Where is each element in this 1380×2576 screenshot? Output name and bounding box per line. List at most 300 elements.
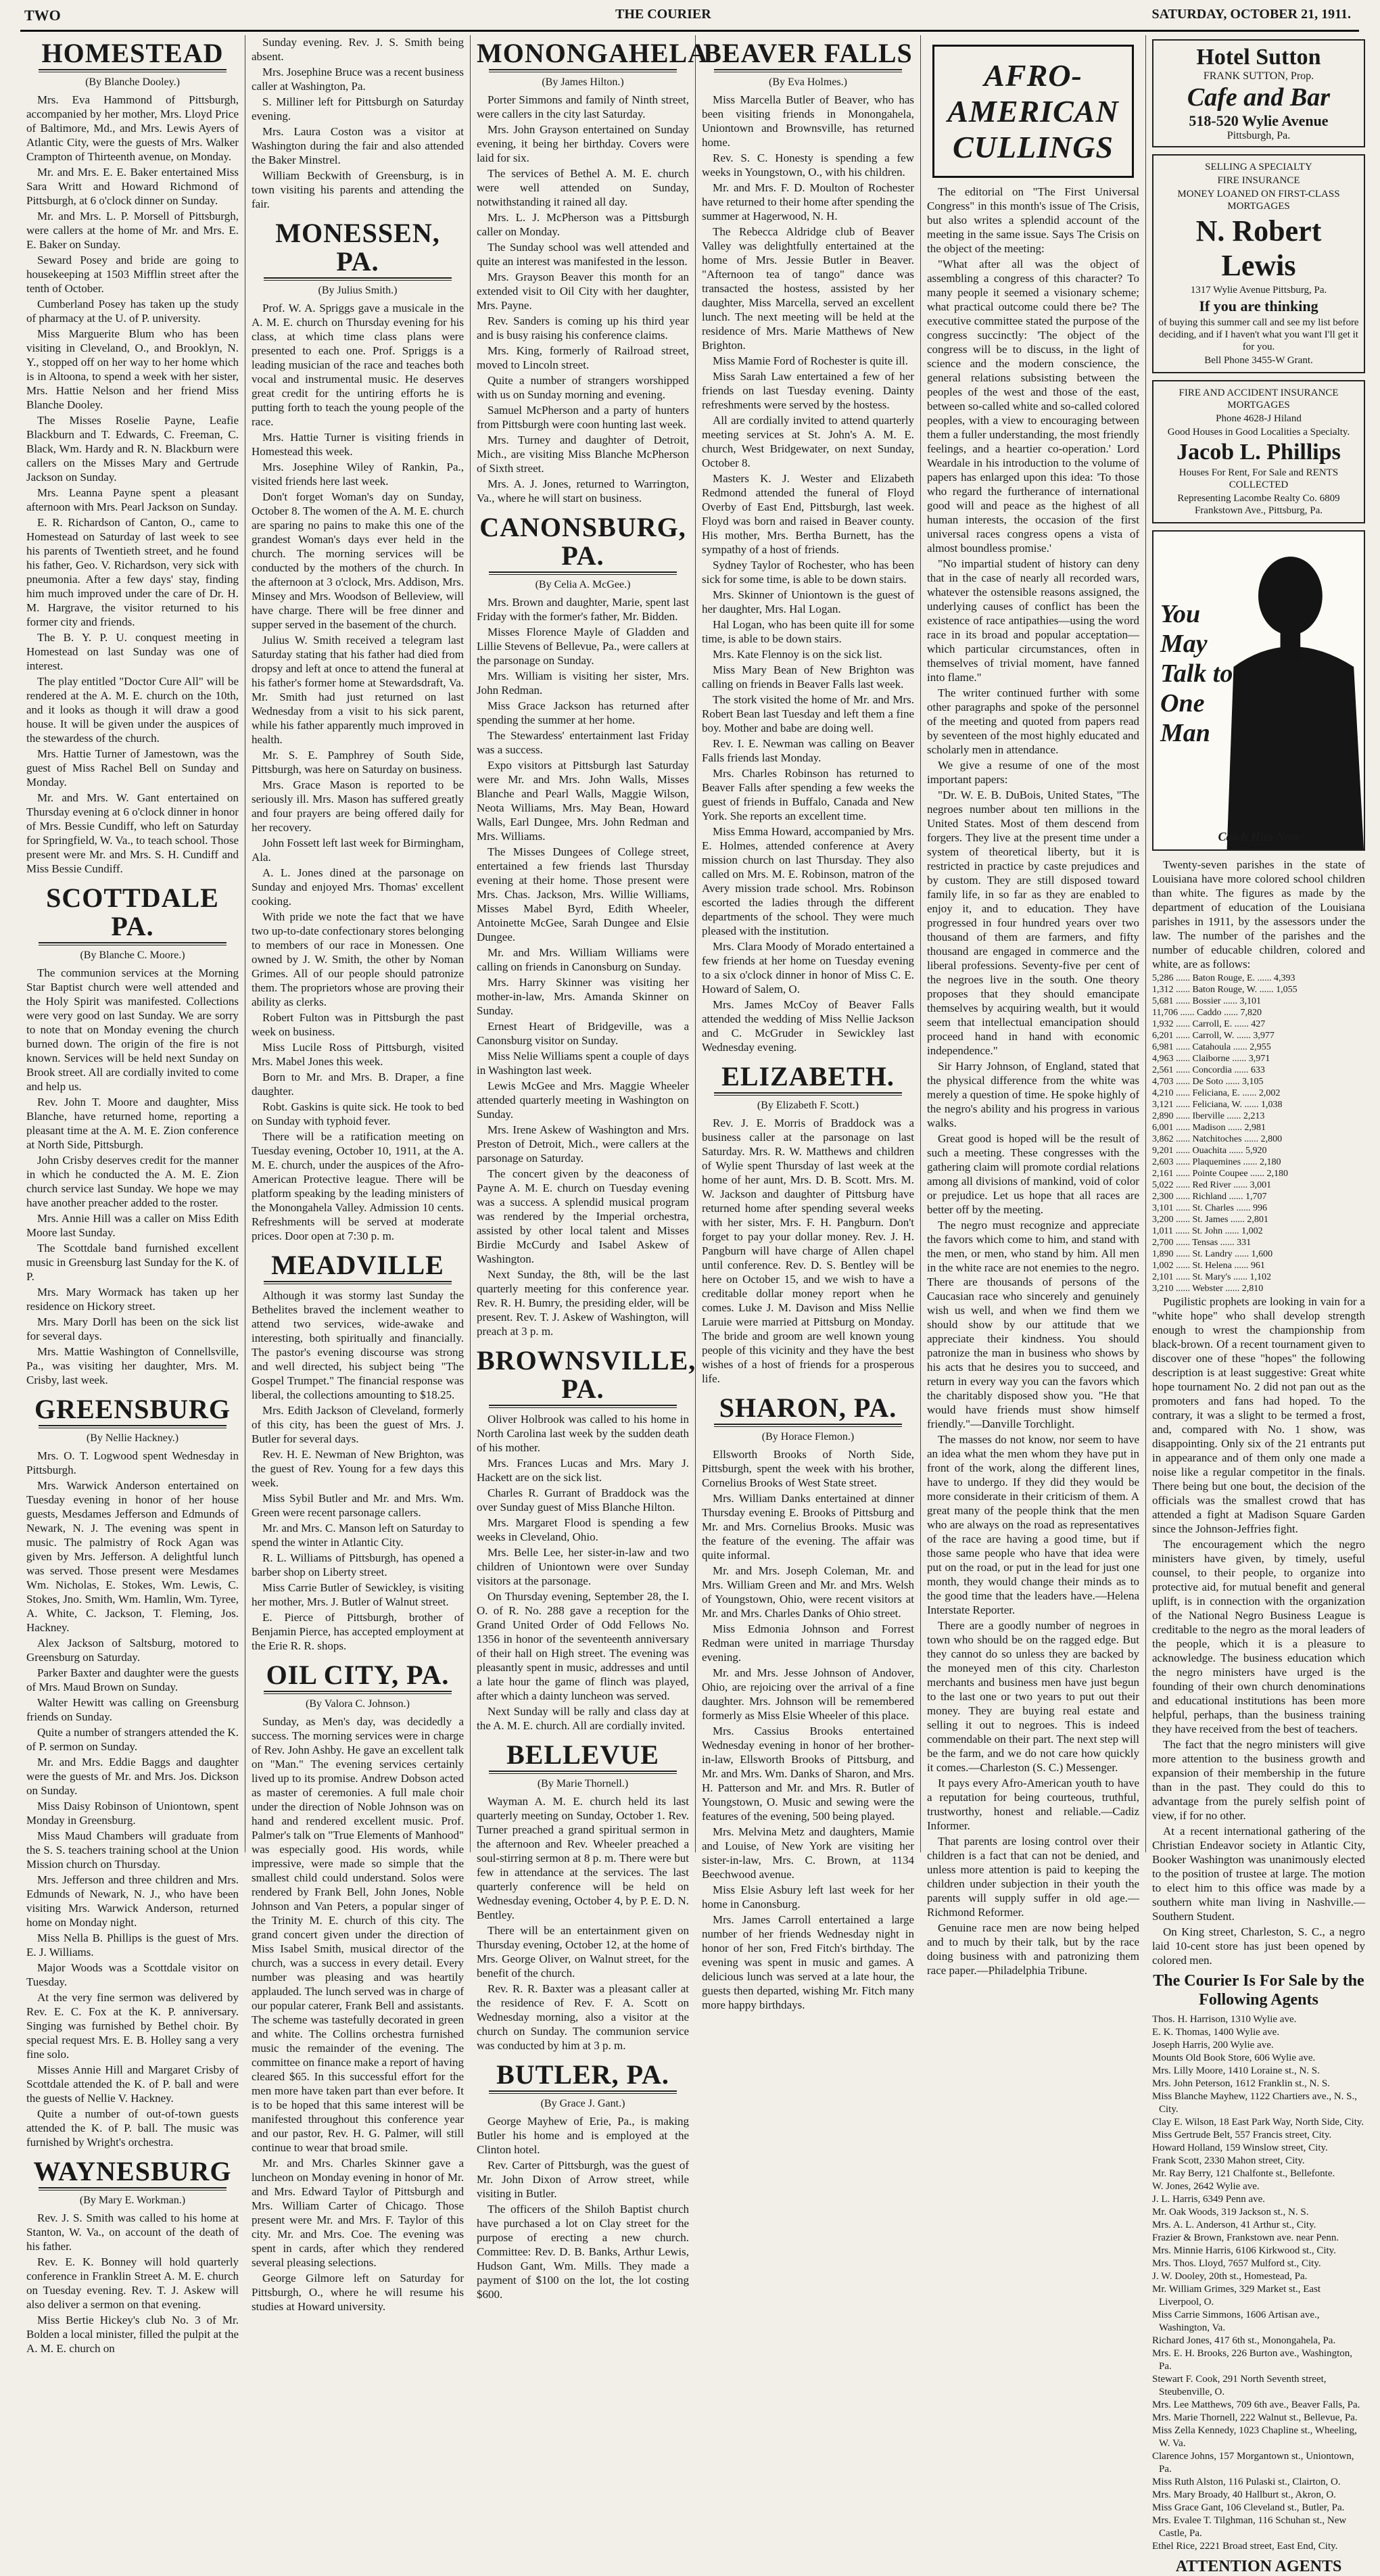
parish-row: 1,890 ...... St. Landry ...... 1,600 — [1152, 1249, 1273, 1259]
photo-ad-caption: Catch Him Now — [1218, 830, 1300, 843]
article-paragraph: Sydney Taylor of Rochester, who has been sick for some time, is able to be down stairs. — [702, 559, 914, 586]
article-headline: OIL CITY, PA. — [266, 1660, 450, 1690]
article-paragraph: All are cordially invited to attend quarterly meeting services at St. John's A. M. E. church, West Bridgewater, on next Sunday, October 8. — [702, 414, 914, 469]
article-headline: WAYNESBURG — [33, 2156, 232, 2186]
article-paragraph: Mrs. William is visiting her sister, Mrs. John Redman. — [477, 670, 689, 697]
lewis-name: N. Robert Lewis — [1195, 214, 1322, 282]
article-paragraph: William Beckwith of Greensburg, is in town visiting his parents and attending the fair. — [252, 169, 464, 210]
article-byline: (By Eva Holmes.) — [769, 76, 847, 88]
article-paragraph: Mrs. Josephine Wiley of Rankin, Pa., visited friends here last week. — [252, 461, 464, 488]
article-paragraph: The concert given by the deaconess of Payne A. M. E. church on Tuesday evening was a success. A splendid musical program was rendered by the Imperial orchestra, assisted by other local talent and Misses Birdie McCurdy and Isabel Askew of Washington. — [477, 1167, 689, 1265]
article-paragraph: Julius W. Smith received a telegram last Saturday stating that his father had died from dropsy and left at once to attend the funeral at his father's former home at Stewardsdraft, Va. Mr. Smith had just returned on last Wednesday from a visit to his sick parent, while his father apparently much improved in health. — [252, 634, 464, 746]
article-paragraph: Robert Fulton was in Pittsburgh the past week on business. — [252, 1011, 464, 1038]
parish-row: 3,200 ...... St. James ...... 2,801 — [1152, 1215, 1268, 1225]
page-masthead — [20, 3, 1359, 32]
article-headline: GREENSBURG — [34, 1394, 231, 1424]
article-paragraph: Mrs. Annie Hill was a caller on Miss Edith Moore last Sunday. — [26, 1212, 239, 1239]
hotel-sutton-ad — [1152, 39, 1365, 147]
article-headline: BELLEVUE — [506, 1739, 659, 1770]
article-paragraph: Ellsworth Brooks of North Side, Pittsburgh, spent the week with his brother, Cornelius Brooks of West State street. — [702, 1448, 914, 1489]
agent-entry: Ethel Rice, 2221 Broad street, East End, City. — [1152, 2541, 1338, 2552]
article-body — [477, 1412, 689, 1733]
article-paragraph: Miss Maud Chambers will graduate from the S. S. teachers training school at the Union Mission church on Thursday. — [26, 1829, 239, 1871]
article-paragraph: Expo visitors at Pittsburgh last Saturday were Mr. and Mrs. John Walls, Misses Blanche and Pearl Walls, Maggie Wilson, Neota Williams, Mrs. May Bean, Howard Walls, Earl Dungee, Mrs. John Redman and Mrs. Williams. — [477, 759, 689, 843]
article-paragraph: S. Milliner left for Pittsburgh on Saturday evening. — [252, 95, 464, 122]
article-byline: (By Grace J. Gant.) — [540, 2098, 625, 2109]
hotel-city: Pittsburgh, Pa. — [1227, 130, 1291, 141]
article-paragraph: Mr. and Mrs. F. D. Moulton of Rochester have returned to their home after spending the summer at Hagerwood, N. H. — [702, 181, 914, 223]
article-paragraph: On Thursday evening, September 28, the I. O. of R. No. 288 gave a reception for the Grand United Order of Odd Fellows No. 1356 in honor of the seventeenth anniversary of their hall on High street. The evening was pleasantly spent in music, addresses and until a late hour the game of flinch was played, after which a dainty luncheon was served. — [477, 1590, 689, 1702]
parish-row: 6,981 ...... Catahoula ...... 2,955 — [1152, 1042, 1271, 1052]
article-paragraph: Mrs. O. T. Logwood spent Wednesday in Pittsburgh. — [26, 1449, 239, 1476]
article — [477, 38, 709, 505]
parish-row: 2,161 ...... Pointe Coupee ...... 2,180 — [1152, 1169, 1289, 1179]
article-paragraph: Mrs. James Carroll entertained a large number of her friends Wednesday night in honor of her son, Fred Fitch's birthday. The evening was spent in music and games. A delicious lunch was served at a late hour, the guests then departed, wishing Mr. Fitch many more happy birthdays. — [702, 1913, 914, 2011]
article-paragraph: Mrs. Kate Flennoy is on the sick list. — [713, 648, 882, 661]
article-paragraph: Mrs. Harry Skinner was visiting her mother-in-law, Mrs. Amanda Skinner on Sunday. — [477, 976, 689, 1017]
article-paragraph: Twenty-seven parishes in the state of Louisiana have more colored school children than white. The figures as made by the department of education of the Louisiana parishes in 1911, by the assessors under the law. The number of the parishes and the number of educable children, colored and white, are as follows: — [1152, 858, 1365, 970]
article-body — [26, 2211, 239, 2356]
article-body — [26, 93, 239, 876]
article — [26, 1395, 239, 2149]
article-headline: BROWNSVILLE, PA. — [477, 1345, 696, 1404]
agent-entry: Mrs. Evalee T. Tilghman, 116 Schuhan st., New Castle, Pa. — [1152, 2515, 1347, 2539]
article-paragraph: Mr. and Mrs. L. P. Morsell of Pittsburgh, were callers at the home of Mr. and Mrs. E. E. Baker on Sunday. — [26, 210, 239, 251]
lewis-body: of buying this summer call and see my list before deciding, and if I haven't what you want I'll get it for you. — [1158, 317, 1359, 352]
page-number: TWO — [24, 7, 61, 24]
article-paragraph: Mrs. Melvina Metz and daughters, Mamie and Louise, of New York are visiting her sister-in-law, Mrs. C. Brown, at 1134 Beechwood avenue. — [702, 1825, 914, 1881]
parish-row: 3,862 ...... Natchitoches ...... 2,800 — [1152, 1134, 1283, 1144]
article — [252, 1251, 464, 1653]
article-paragraph: Miss Marcella Butler of Beaver, who has been visiting friends in Monongahela, Uniontown and Brownsville, has returned home. — [702, 93, 914, 149]
article-paragraph: George Gilmore left on Saturday for Pittsburgh, O., where he will resume his studies at Howard university. — [252, 2272, 464, 2313]
agent-entry: Joseph Harris, 200 Wylie ave. — [1152, 2040, 1274, 2051]
parish-row: 2,890 ...... Iberville ...... 2,213 — [1152, 1111, 1265, 1121]
article-paragraph: Misses Annie Hill and Margaret Crisby of Scottdale attended the K. of P. ball and were the guests of Nellie V. Hackney. — [26, 2063, 239, 2105]
article — [477, 513, 689, 1338]
article-paragraph: George Mayhew of Erie, Pa., is making Butler his home and is employed at the Clinton hotel. — [477, 2115, 689, 2156]
hotel-address: 518-520 Wylie Avenue — [1189, 112, 1329, 129]
article-paragraph: Mr. and Mrs. Eddie Baggs and daughter were the guests of Mr. and Mrs. Jos. Dickson on Sunday. — [26, 1756, 239, 1797]
article-paragraph: Mr. and Mrs. Joseph Coleman, Mr. and Mrs. William Green and Mr. and Mrs. Welsh of Youngstown, Ohio, were recent visitors at Mr. and Mrs. Charles Danks of Ohio street. — [702, 1564, 914, 1620]
parish-row: 2,561 ...... Concordia ...... 633 — [1152, 1065, 1265, 1075]
article-paragraph: Masters K. J. Wester and Elizabeth Redmond attended the funeral of Floyd Overby of East End, Pittsburgh, last week. Floyd was born and raised in Beaver county. His mother, Mrs. Bertha Burnett, has the sympathy of a host of friends. — [702, 472, 914, 556]
article-body — [477, 2114, 689, 2301]
article-paragraph: Mrs. John Grayson entertained on Sunday evening, it being her birthday. Covers were laid for six. — [477, 123, 689, 164]
agent-entry: Mounts Old Book Store, 606 Wylie ave. — [1152, 2053, 1316, 2063]
article — [702, 1394, 914, 2012]
article-paragraph: Mr. and Mrs. W. Gant entertained on Thursday evening at 6 o'clock dinner in honor of Mrs. Bessie Cundiff, who left on Saturday for Springfield, W. Va., to teach school. Those present were Mr. and Mrs. S. H. Cundiff and Miss Bessie Cundiff. — [26, 791, 239, 875]
agent-entry: Clarence Johns, 157 Morgantown st., Uniontown, Pa. — [1152, 2451, 1354, 2475]
article-paragraph: Rev. J. S. Smith was called to his home at Stanton, W. Va., on account of the death of his father. — [26, 2211, 239, 2253]
article-paragraph: Miss Mamie Ford of Rochester is quite ill. — [713, 354, 908, 367]
agent-entry: Mr. Ray Berry, 121 Chalfonte st., Bellefonte. — [1152, 2168, 1335, 2179]
article-paragraph: The play entitled "Doctor Cure All" will be rendered at the A. M. E. church on the 10th, and it looks as though it will draw a good house. It will be given under the auspices of the stewardess of the church. — [26, 675, 239, 745]
article-paragraph: Prof. W. A. Spriggs gave a musicale in the A. M. E. church on Thursday evening for his class, at which time class plans were presented to each one. Prof. Spriggs is a leading musician of the race and teaches both vocal and instrumental music. He deserves great credit for the untiring efforts he is putting forth to teach the young people of the race. — [252, 302, 464, 428]
agent-entry: Miss Grace Gant, 106 Cleveland st., Butler, Pa. — [1152, 2502, 1345, 2513]
article-paragraph: The B. Y. P. U. conquest meeting in Homestead on last Sunday was one of interest. — [26, 631, 239, 672]
lewis-selling: SELLING A SPECIALTY — [1205, 162, 1312, 172]
headline-rule — [264, 1281, 452, 1284]
article-paragraph: Samuel McPherson and a party of hunters from Pittsburgh were coon hunting last week. — [477, 404, 689, 431]
article — [702, 39, 914, 1054]
article-paragraph: Although it was stormy last Sunday the Bethelites braved the inclement weather to attend two services, wide-awake and interesting, both spiritually and financially. The pastor's evening discourse was strong and well directed, his subject being "The Gospel Trumpet." The financial response was liberal, the collections amounting to $18.25. — [252, 1289, 464, 1401]
article-paragraph: Mrs. Margaret Flood is spending a few weeks in Cleveland, Ohio. — [477, 1516, 689, 1543]
article-paragraph: Seward Posey and bride are going to housekeeping at 1503 Mifflin street after the tenth of October. — [26, 254, 239, 295]
headline-rule — [489, 1405, 677, 1408]
article-paragraph: The Stewardess' entertainment last Friday was a success. — [477, 729, 689, 756]
parish-row: 3,210 ...... Webster ...... 2,810 — [1152, 1284, 1264, 1294]
article-paragraph: There will be a ratification meeting on Tuesday evening, October 10, 1911, at the A. M. E. church, under the auspices of the Afro-American Protective league. There will be platform speaking by the leading ministers of the Monongahela Valley. Admission 10 cents. Refreshments will be served at moderate prices. Door open at 7:30 p. m. — [252, 1130, 464, 1242]
issue-date: SATURDAY, OCTOBER 21, 1911. — [1151, 7, 1351, 22]
article-headline: HOMESTEAD — [41, 38, 224, 68]
article-paragraph: The officers of the Shiloh Baptist church have purchased a lot on Clay street for the purpose of erecting a new church. Committee: Rev. D. B. Banks, Arthur Lewis, Hudson Gant, Wm. Mills. They made a payment of $100 on the lot, the lot costing $600. — [477, 2203, 689, 2301]
article — [477, 1345, 696, 1733]
agent-entry: W. Jones, 2642 Wylie ave. — [1152, 2181, 1260, 2192]
article-paragraph: "What after all was the object of assembling a congress of this character? To many people it seemed a visionary scheme; what practical outcome could there be? The executive committee stated the purpose of the congress succinctly: 'The object of the congress will be to discuss, in the light of science and the modern conscience, the general relations subsisting between the peoples of the west and those of the east, between so-called white and so-called colored peoples, with a view to encouraging between them a fuller understanding, the most friendly feelings, and a heartier co-operation.' Lord Weardale in his introduction to the volume of papers has enlarged upon this idea: 'To those who regard the furtherance of international good will and peace as the highest of all human interests, the occasion of the first universal races congress opens a vista of almost boundless promise.' — [927, 258, 1139, 555]
article-paragraph: Mrs. William Danks entertained at dinner Thursday evening E. Brooks of Pittsburg and Mr. and Mrs. Cornelius Brooks. Music was the feature of the evening. The affair was quite informal. — [702, 1492, 914, 1562]
article-body — [1152, 1537, 1365, 1967]
column-2 — [245, 35, 471, 2313]
article-paragraph: The Misses Roselie Payne, Leafie Blackburn and T. Edwards, C. Freeman, C. Black, Wm. Hardy and R. N. Blackburn were callers on the Misses Mary and Gertrude Jackson on Sunday. — [26, 414, 239, 484]
lewis-real-estate-ad — [1152, 154, 1365, 373]
agent-entry: Mrs. E. H. Brooks, 226 Burton ave., Washington, Pa. — [1152, 2348, 1353, 2372]
article-paragraph: Misses Florence Mayle of Gladden and Lillie Stevens of Bellevue, Pa., were callers at the parsonage on Sunday. — [477, 626, 689, 667]
article-byline: (By Mary E. Workman.) — [79, 2195, 186, 2206]
article-paragraph: That parents are losing control over their children is a fact that can not be denied, and unless more attention is paid to keeping the children under subjection in their youth the parents will supply suffer in old age.—Richmond Reformer. — [927, 1835, 1139, 1919]
article-headline: SCOTTDALE PA. — [46, 883, 219, 941]
article-body — [477, 595, 689, 1338]
agent-entry: Mrs. Minnie Harris, 6106 Kirkwood st., City. — [1152, 2245, 1336, 2256]
agent-entry: Mrs. Lilly Moore, 1410 Loraine st., N. S. — [1152, 2065, 1320, 2076]
article-paragraph: A. L. Jones dined at the parsonage on Sunday and enjoyed Mrs. Thomas' excellent cooking. — [252, 866, 464, 908]
article — [477, 1741, 689, 2053]
article-paragraph: John Fossett left last week for Birmingham, Ala. — [252, 837, 464, 864]
article-paragraph: Mrs. Leanna Payne spent a pleasant afternoon with Mrs. Pearl Jackson on Sunday. — [26, 486, 239, 513]
agent-entry: Mrs. Thos. Lloyd, 7657 Mulford st., City. — [1152, 2258, 1321, 2269]
article — [26, 884, 239, 1387]
article-paragraph: The services of Bethel A. M. E. church were well attended on Sunday, notwithstanding it rained all day. — [477, 167, 689, 208]
article-byline: (By Horace Flemon.) — [761, 1431, 855, 1443]
article-paragraph: Miss Bertie Hickey's club No. 3 of Mr. Bolden a local minister, filled the pulpit at the A. M. E. church on — [26, 2314, 239, 2355]
phillips-top: FIRE AND ACCIDENT INSURANCE MORTGAGES — [1179, 388, 1339, 411]
agent-entry: Miss Gertrude Belt, 557 Francis street, City. — [1152, 2130, 1332, 2140]
agent-entry: Stewart F. Cook, 291 North Seventh street, Steubenville, O. — [1152, 2374, 1327, 2397]
article-headline: BUTLER, PA. — [496, 2059, 669, 2090]
article-paragraph: Mrs. Mary Dorll has been on the sick list for several days. — [26, 1315, 239, 1342]
agent-entry: Mrs. Mary Broady, 40 Hallburt st., Akron, O. — [1152, 2489, 1336, 2500]
agent-entry: Frazier & Brown, Frankstown ave. near Penn. — [1152, 2232, 1339, 2243]
article-paragraph: There will be an entertainment given on Thursday evening, October 12, at the home of Mrs. George Oliver, on Walnut street, for the benefit of the church. — [477, 1924, 689, 1980]
article-body — [252, 35, 464, 211]
article-paragraph: Miss Edmonia Johnson and Forrest Redman were united in marriage Thursday evening. — [702, 1622, 914, 1664]
article-paragraph: Miss Elsie Asbury left last week for her home in Canonsburg. — [702, 1883, 914, 1911]
article-body — [702, 1116, 914, 1386]
article-paragraph: Quite a number of out-of-town guests attended the K. of P. ball. The music was furnished by Wright's orchestra. — [26, 2107, 239, 2149]
article-paragraph: Quite a number of strangers worshipped with us on Sunday morning and evening. — [477, 374, 689, 401]
article-paragraph: Major Woods was a Scottdale visitor on Tuesday. — [26, 1961, 239, 1988]
article-paragraph: Mrs. Mary Wormack has taken up her residence on Hickory street. — [26, 1286, 239, 1313]
parish-row: 4,963 ...... Claiborne ...... 3,971 — [1152, 1054, 1270, 1064]
article-paragraph: Porter Simmons and family of Ninth street, were callers in the city last Saturday. — [477, 93, 689, 120]
article-paragraph: R. L. Williams of Pittsburgh, has opened a barber shop on Liberty street. — [252, 1551, 464, 1578]
article-paragraph: Rev. R. R. Baxter was a pleasant caller at the residence of Rev. F. A. Scott on Wednesday morning, also a visitor at the church on Sunday. The communion service was conducted by him at 3 p. m. — [477, 1982, 689, 2052]
article-byline: (By Blanche C. Moore.) — [80, 950, 185, 961]
headline-rule — [489, 1771, 677, 1774]
phillips-representing: Representing Lacombe Realty Co. 6809 Frankstown Ave., Pittsburg, Pa. — [1177, 493, 1340, 516]
parish-row: 2,101 ...... St. Mary's ...... 1,102 — [1152, 1272, 1271, 1282]
article-paragraph: Mrs. Laura Coston was a visitor at Washington during the fair and also attended the Baker Minstrel. — [252, 125, 464, 166]
headline-rule — [39, 2187, 227, 2191]
article-paragraph: Mrs. L. J. McPherson was a Pittsburgh caller on Monday. — [477, 211, 689, 238]
agent-entry: Frank Scott, 2330 Mahon street, City. — [1152, 2155, 1305, 2166]
article-paragraph: Rev. S. C. Honesty is spending a few weeks in Youngstown, O., with his children. — [702, 151, 914, 179]
article-paragraph: The fact that the negro ministers will give more attention to the business growth and expansion of their membership in the future than in the past. They could do this to advantage from the purely selfish point of view, if for no other. — [1152, 1738, 1365, 1822]
article — [26, 39, 239, 876]
parish-school-table — [1152, 973, 1365, 1294]
parish-row: 11,706 ...... Caddo ...... 7,820 — [1152, 1008, 1262, 1018]
article-paragraph: Rev. I. E. Newman was calling on Beaver Falls friends last Monday. — [702, 737, 914, 764]
article-paragraph: Next Sunday, the 8th, will be the last quarterly meeting for this conference year. Rev. R. H. Bumry, the presiding elder, will be present. Rev. T. J. Askew of Washington, will preach at 3 p. m. — [477, 1268, 689, 1338]
article-body — [702, 1447, 914, 2012]
article-paragraph: Mrs. Grayson Beaver this month for an extended visit to Oil City with her daughter, Mrs. Payne. — [477, 271, 689, 312]
agent-entry: Thos. H. Harrison, 1310 Wylie ave. — [1152, 2014, 1297, 2025]
article-paragraph: There are a goodly number of negroes in town who should be on the ragged edge. But they cannot do so unless they are backed by the moneyed men of this city. Charleston merchants and business men have just begun to the last one or two years to put out their money. They are buying real estate and selling it out to negroes. This is indeed commendable on their part. The next step will be the farm, and we do not care how quickly it comes.—Charleston (S. C.) Messenger. — [927, 1619, 1139, 1774]
article-paragraph: Mr. and Mrs. Jesse Johnson of Andover, Ohio, are rejoicing over the arrival of a fine daughter. Mrs. Johnson will be remembered formerly as Miss Elsie Wheeler of this place. — [702, 1666, 914, 1722]
article-paragraph: Rev. Sanders is coming up his third year and is busy raising his conference claims. — [477, 314, 689, 342]
headline-rule — [264, 1691, 452, 1694]
phillips-ad — [1152, 380, 1365, 523]
hotel-name: Hotel Sutton — [1196, 45, 1321, 70]
article-paragraph: The encouragement which the negro ministers have given, by timely, useful counsel, to their people, to organize into protective aid, for mutual benefit and general uplift, is in connection with the organization of the National Negro Business League is creditable to the negro as the moral leaders of the people, which it is a pleasure to acknowledge. The business education which the negro ministers have urged is the founding of their own church denominations and educational institutions has been more helpful, perhaps, than the business training they have received from the best of teachers. — [1152, 1538, 1365, 1735]
parish-row: 4,210 ...... Feliciana, E. ...... 2,002 — [1152, 1088, 1281, 1098]
article-paragraph: Cumberland Posey has taken up the study of pharmacy at the U. of P. university. — [26, 298, 239, 325]
article-paragraph: Mrs. Hattie Turner of Jamestown, was the guest of Miss Rachel Bell on Sunday and Monday. — [26, 747, 239, 789]
headline-rule — [714, 1092, 902, 1096]
parish-row: 4,703 ...... De Soto ...... 3,105 — [1152, 1077, 1264, 1087]
article-paragraph: Sunday, as Men's day, was decidedly a success. The morning services were in charge of Rev. John Ashby. He gave an excellent talk on "Man." The evening services certainly lived up to its promise. Andrew Dobson acted as master of ceremonies. A full male choir under the direction of Noble Johnson was on hand and rendered excellent music. Prof. Palmer's talk on "True Elements of Manhood" was especially good. His words, while impressive, were made so simple that the smallest child could understand. Solos were rendered by Frank Bell, John Jones, Noble Johnson and Van Peters, a popular singer of the Trinity M. E. church of this city. The grand concert given under the direction of Miss Isabel Smith, musical director of the church, was a success in every detail. Every number was pleasing and was heartily applauded. The lunch served was in charge of our popular caterer, Frank Bell and assistants. The scheme was tastefully decorated in green and white. The Collins orchestra furnished music the remainder of the evening. The committee on finance make a report of having cleared $65. In this successful effort for the men more have taken part than ever before. It is to be hoped that this same interest will be manifested throughout this conference year and our pastor, Rev. H. G. Palmer, will still continue to wear that broad smile. — [252, 1715, 464, 2154]
article-paragraph: Miss Carrie Butler of Sewickley, is visiting her mother, Mrs. J. Butler of Walnut street. — [252, 1581, 464, 1608]
article-paragraph: Robt. Gaskins is quite sick. He took to bed on Sunday with typhoid fever. — [252, 1100, 464, 1127]
article-paragraph: Don't forget Woman's day on Sunday, October 8. The women of the A. M. E. church are sparing no pains to make this one of the grandest Woman's days ever held in the church. The morning services will be conducted by the mothers of the church. In the afternoon at 3 o'clock, Mrs. Addison, Mrs. Minsey and Mrs. Woodson of Belleview, will have charge. There will be free dinner and supper served in the basement of the church. — [252, 490, 464, 631]
article-paragraph: Rev. H. E. Newman of New Brighton, was the guest of Rev. Young for a few days this week. — [252, 1448, 464, 1489]
article-body — [477, 1794, 689, 2053]
article-byline: (By Blanche Dooley.) — [85, 76, 180, 88]
lewis-address: 1317 Wylie Avenue Pittsburg, Pa. — [1190, 285, 1327, 296]
article-byline: (By Julius Smith.) — [318, 285, 398, 296]
headline-rule — [714, 69, 902, 72]
article-byline: (By Marie Thornell.) — [537, 1778, 629, 1789]
parish-row: 6,201 ...... Carroll, W. ...... 3,977 — [1152, 1031, 1275, 1041]
article-paragraph: At the very fine sermon was delivered by Rev. E. C. Fox at the K. P. anniversary. Singing was furnished by Bethel choir. By special request Mrs. E. B. Holley sang a very fine solo. — [26, 1991, 239, 2061]
article — [26, 2157, 239, 2356]
article — [252, 35, 464, 211]
agent-entry: Richard Jones, 417 6th st., Monongahela, Pa. — [1152, 2335, 1336, 2346]
article-paragraph: We give a resume of one of the most important papers: — [927, 759, 1139, 786]
article-paragraph: Miss Emma Howard, accompanied by Mrs. E. Holmes, attended conference at Avery mission church on last Thursday. They also called on Mrs. M. E. Robinson, matron of the Avery mission trade school. Mrs. Robinson escorted the ladies through the different departments of the school. They were much pleased with the institution. — [702, 825, 914, 937]
article-paragraph: Mrs. Irene Askew of Washington and Mrs. Preston of Detroit, Mich., were callers at the parsonage on Saturday. — [477, 1123, 689, 1165]
article-paragraph: Rev. J. E. Morris of Braddock was a business caller at the parsonage on last Saturday. Mrs. R. W. Matthews and children of Wylie spent Thursday of last week at the home of her aunt, Mrs. D. B. Scott. Mrs. M. W. Jackson and daughter of Pittsburg have returned home after spending several weeks with her sister, Mrs. F. H. Pangburn. Don't forget to pay your dollar money. Rev. J. H. Pangburn will have charge of Allen chapel until conference. Rev. D. S. Bentley will be here on October 15, and we wish to have a creditable dollar money report when he comes. Luke J. M. Davison and Miss Nellie Laruie were married at Pittsburg on Monday. The bride and groom are well known young people of this vicinity and they have the best wishes of a host of friends for a prosperous life. — [702, 1117, 914, 1385]
article-paragraph: The masses do not know, nor seem to have an idea what the men whom they have put in front of the work, along the different lines, have to undergo. If they did they would be more considerate in their criticism of them. A great many of the people think that the men who are always on the road as representatives of the race are having a good time, but if those same people who have that idea were put on the road, or put in the lead for just one month, they would change their minds as to the good time that the leaders have.—Helena Interstate Reporter. — [927, 1433, 1139, 1616]
column-1 — [20, 35, 245, 2355]
article-paragraph: The writer continued further with some other paragraphs and spoke of the personnel of the meeting and quoted from papers read by seventeen of the most highly educated and scholarly men in attendance. — [927, 686, 1139, 756]
hotel-cafe-bar: Cafe and Bar — [1187, 83, 1331, 112]
agent-entry: Miss Zella Kennedy, 1023 Chapline st., Wheeling, W. Va. — [1152, 2425, 1357, 2449]
photo-ad-tagline: You May Talk to One Man — [1160, 600, 1233, 747]
article-headline: BEAVER FALLS — [703, 38, 913, 68]
article-paragraph: Parker Baxter and daughter were the guests of Mrs. Maud Brown on Sunday. — [26, 1666, 239, 1693]
article-paragraph: Charles R. Gurrant of Braddock was the over Sunday guest of Miss Blanche Hilton. — [477, 1486, 689, 1514]
headline-rule — [39, 942, 227, 945]
article-paragraph: Genuine race men are now being helped and to much by their talk, but by the race doing business with and patronizing them race paper.—Philadelphia Tribune. — [927, 1921, 1139, 1977]
article-paragraph: Mrs. James McCoy of Beaver Falls attended the wedding of Miss Nellie Jackson and C. McGruder in Sewickley last Wednesday evening. — [702, 998, 914, 1054]
headline-rule — [714, 1424, 902, 1427]
article-paragraph: Alex Jackson of Saltsburg, motored to Greensburg on Saturday. — [26, 1637, 239, 1664]
headline-rule — [489, 69, 677, 72]
article-paragraph: Rev. Carter of Pittsburgh, was the guest of Mr. John Dixon of Arrow street, while visiting in Butler. — [477, 2159, 689, 2200]
parish-row: 3,121 ...... Feliciana, W. ...... 1,038 — [1152, 1100, 1283, 1110]
article-paragraph: Miss Mary Bean of New Brighton was calling on friends in Beaver Falls last week. — [702, 663, 914, 690]
article-paragraph: Miss Sarah Law entertained a few of her friends on last Tuesday evening. Dainty refreshments were served by the hostess. — [702, 370, 914, 411]
article-paragraph: Mrs. Mattie Washington of Connellsville, Pa., was visiting her daughter, Mrs. M. Crisby, last week. — [26, 1345, 239, 1386]
article-byline: (By Valora C. Johnson.) — [306, 1698, 410, 1710]
article-paragraph: Mrs. King, formerly of Railroad street, moved to Lincoln street. — [477, 344, 689, 371]
article-paragraph: It pays every Afro-American youth to have a reputation for being courteous, truthful, trustworthy, honest and reliable.—Cadiz Informer. — [927, 1777, 1139, 1832]
article-body — [26, 1449, 239, 2149]
column-6 — [1146, 35, 1371, 2575]
article-paragraph: Mrs. Brown and daughter, Marie, spent last Friday with the former's father, Mr. Bidden. — [477, 596, 689, 623]
agent-entry: Mrs. Marie Thornell, 222 Walnut st., Bellevue, Pa. — [1152, 2412, 1358, 2423]
photo-ad — [1152, 530, 1365, 851]
agent-entry: Mr. Oak Woods, 319 Jackson st., N. S. — [1152, 2207, 1309, 2218]
agent-entry: E. K. Thomas, 1400 Wylie ave. — [1152, 2027, 1280, 2038]
afro-american-cullings-heading: AFRO-AMERICAN CULLINGS — [932, 45, 1134, 178]
article-paragraph: Mrs. Charles Robinson has returned to Beaver Falls after spending a few weeks the guest of friends in Buffalo, Canada and New York. She reports an excellent time. — [702, 767, 914, 822]
article-headline: ELIZABETH. — [721, 1061, 895, 1092]
article-paragraph: Mrs. Eva Hammond of Pittsburgh, accompanied by her mother, Mrs. Lloyd Price of Baltimore, Md., and Mrs. Lewis Ayers of Atlantic City, were the guests of Mrs. Walker Crampton of Thirteenth avenue, on Monday. — [26, 93, 239, 163]
article-byline: (By Celia A. McGee.) — [535, 579, 631, 590]
article — [252, 219, 464, 1243]
headline-rule — [39, 1425, 227, 1428]
article-byline: (By James Hilton.) — [542, 76, 624, 88]
article-byline: (By Elizabeth F. Scott.) — [757, 1100, 859, 1111]
parish-row: 9,201 ...... Ouachita ...... 5,920 — [1152, 1146, 1267, 1156]
headline-rule — [489, 571, 677, 575]
article-paragraph: Miss Lucile Ross of Pittsburgh, visited Mrs. Mabel Jones this week. — [252, 1041, 464, 1068]
parish-row: 2,603 ...... Plaquemines ...... 2,180 — [1152, 1157, 1281, 1167]
agent-entry: Mr. William Grimes, 329 Market st., East Liverpool, O. — [1152, 2284, 1321, 2308]
article-paragraph: The Rebecca Aldridge club of Beaver Valley was delightfully entertained at the home of Mrs. Jessie Butler in Beaver. "Afternoon tea of tango" dance was transacted the hostess, assisted by her daughter, Miss Marcella, served an excellent lunch. The next meeting will be held at the residence of Mrs. Marie Matthews of New Brighton. — [702, 225, 914, 352]
newspaper-name: THE COURIER — [615, 7, 711, 22]
article-paragraph: Walter Hewitt was calling on Greensburg friends on Sunday. — [26, 1696, 239, 1723]
column-5 — [921, 35, 1146, 1977]
article-paragraph: The communion services at the Morning Star Baptist church were well attended and the Holy Spirit was manifested. Collections were very good on last Sunday. We are sorry to note that on Monday evening the church burned down. The origin of the fire is not known. Services will be held next Sunday on Brook street. All are cordially invited to come and help us. — [26, 966, 239, 1093]
article-paragraph: Mrs. Frances Lucas and Mrs. Mary J. Hackett are on the sick list. — [477, 1457, 689, 1484]
article-paragraph: Miss Sybil Butler and Mr. and Mrs. Wm. Green were recent parsonage callers. — [252, 1492, 464, 1519]
article-paragraph: Miss Grace Jackson has returned after spending the summer at her home. — [477, 699, 689, 726]
article-byline: (By Nellie Hackney.) — [86, 1432, 179, 1444]
lewis-phone: Bell Phone 3455-W Grant. — [1204, 355, 1313, 366]
article-paragraph: Ernest Heart of Bridgeville, was a Canonsburg visitor on Sunday. — [477, 1020, 689, 1047]
article-paragraph: Mrs. Belle Lee, her sister-in-law and two children of Uniontown were over Sunday visitors at the parsonage. — [477, 1546, 689, 1587]
article-paragraph: Mrs. Warwick Anderson entertained on Tuesday evening in honor of her house guests, Mesdames Jefferson and Edmunds of Newark, N. J. The evening was spent in music. The palmistry of Rock Agan was given by Mrs. Jefferson. A delightful lunch was served. Those present were Mesdames Wm. Nicholas, E. Stokes, Wm. Lewis, C. Stokes, Jno. Smith, Wm. Hamlin, Wm. Tyree, A. White, C. Jackson, T. Fleming, Jos. Hackney. — [26, 1479, 239, 1634]
article-paragraph: Miss Nella B. Phillips is the guest of Mrs. E. J. Williams. — [26, 1931, 239, 1959]
article-paragraph: Rev. E. K. Bonney will hold quarterly conference in Franklin Street A. M. E. church on Tuesday evening. Rev. T. J. Askew will also deliver a sermon on that evening. — [26, 2255, 239, 2311]
article-paragraph: The negro must recognize and appreciate the favors which come to him, and stand with the men, or men, who stand by him. All men in the white race are not enemies to the negro. There are thousands of persons of the Caucasian race who sincerely and genuinely wish us well, and when we find them we should show by our attitude that we appreciate their kindness. You should patronize the man in business who shows by his acts that he desires you to succeed, and return in every way you can the favors which the charitably disposed show you. "He that would have friends must show himself friendly."—Danville Torchlight. — [927, 1219, 1139, 1430]
agent-entry: Miss Ruth Alston, 116 Pulaski st., Clairton, O. — [1152, 2477, 1341, 2487]
article — [477, 2061, 689, 2301]
agent-entry: Miss Blanche Mayhew, 1122 Chartiers ave., N. S., City. — [1152, 2091, 1358, 2115]
article-body — [1152, 858, 1365, 1536]
lewis-money-loaned: MONEY LOANED ON FIRST-CLASS MORTGAGES — [1177, 189, 1340, 212]
parish-row: 5,286 ...... Baton Rouge, E. ...... 4,393 — [1152, 973, 1295, 983]
article-paragraph: Mrs. Josephine Bruce was a recent business caller at Washington, Pa. — [252, 66, 464, 93]
parish-row: 2,300 ...... Richland ...... 1,707 — [1152, 1192, 1267, 1202]
agents-heading: The Courier Is For Sale by the Following Agents — [1153, 1972, 1364, 2009]
article-paragraph: Mrs. Grace Mason is reported to be seriously ill. Mrs. Mason has suffered greatly and four prayers are being offered daily for her recovery. — [252, 778, 464, 834]
article-paragraph: Miss Marguerite Blum who has been visiting in Cleveland, O., and Brooklyn, N. Y., stopped off on her way to her home which is in Altoona, to spend a week with her sister, Mrs. Hattie Nelson and her friend Miss Blanche Dooley. — [26, 327, 239, 411]
article-paragraph: Mr. and Mrs. C. Manson left on Saturday to spend the winter in Atlantic City. — [252, 1522, 464, 1549]
article-paragraph: Oliver Holbrook was called to his home in North Carolina last week by the sudden death of his mother. — [477, 1413, 689, 1454]
article-paragraph: Mrs. Edith Jackson of Cleveland, formerly of this city, has been the guest of Mrs. J. Butler for several days. — [252, 1404, 464, 1445]
agent-entry: Miss Carrie Simmons, 1606 Artisan ave., Washington, Va. — [1152, 2310, 1320, 2333]
article-paragraph: With pride we note the fact that we have two up-to-date confectionary stores belonging to members of our race in Monessen. One owned by J. W. Smith, the other by Noman Grimes. All of our people should patronize them. The proprietors whose are proving their ability as clerks. — [252, 910, 464, 1008]
article-paragraph: Pugilistic prophets are looking in vain for a "white hope" who shall develop strength enough to wrest the championship from black-brown. Of a recent tournament given to discover one of these "hopes" the following description is at least suggestive: Great white hope tournament No. 2 did not pan out as the promoters and fans had hoped. To the contrary, it was a slight to be termed a frost, and, compared with No. 1 show, was disappointing. Only six of the 21 entrants put in appearance and of them only one made a noise like a regular competitor in the finals. There being but one bout, the decision of the officials was the smallest crowd that has attended a fight at Madison Square Garden since the Johnson-Jeffries fight. — [1152, 1295, 1365, 1535]
article-body — [252, 1288, 464, 1653]
parish-row: 1,011 ...... St. John ...... 1,002 — [1152, 1226, 1263, 1236]
parish-row: 6,001 ...... Madison ...... 2,981 — [1152, 1123, 1266, 1133]
article-paragraph: Great good is hoped will be the result of such a meeting. These congresses with the gathering claim will promote cordial relations among all divisions of mankind, void of color or prejudice. Let us hope that all races are better off by the meeting. — [927, 1132, 1139, 1216]
column-3 — [471, 35, 709, 2301]
article-paragraph: Mrs. Hattie Turner is visiting friends in Homestead this week. — [252, 431, 464, 458]
article-headline: SHARON, PA. — [719, 1392, 897, 1423]
agent-entry: J. W. Dooley, 20th st., Homestead, Pa. — [1152, 2271, 1308, 2282]
parish-row: 1,002 ...... St. Helena ...... 961 — [1152, 1261, 1265, 1271]
parish-row: 3,101 ...... St. Charles ...... 996 — [1152, 1203, 1267, 1213]
article — [252, 1661, 464, 2314]
article-paragraph: On King street, Charleston, S. C., a negro laid 10-cent store has just been opened by colored men. — [1152, 1925, 1365, 1967]
article-paragraph: Wayman A. M. E. church held its last quarterly meeting on Sunday, October 1. Rev. Turner preached a grand spiritual sermon in the afternoon and Rev. Wheeler preached a soul-stirring sermon at 8 p. m. There were but few in attendance at the services. The last quarterly conference will be held on Wednesday evening, October 4, by P. E. D. N. Bentley. — [477, 1795, 690, 1921]
article — [702, 1062, 914, 1386]
article-paragraph: The Sunday school was well attended and quite an interest was manifested in the lesson. — [477, 241, 689, 268]
article-paragraph: Miss Nelie Williams spent a couple of days in Washington last week. — [477, 1050, 689, 1077]
agent-entry: Howard Holland, 159 Winslow street, City. — [1152, 2142, 1328, 2153]
lewis-fire-insurance: FIRE INSURANCE — [1217, 175, 1300, 186]
article-paragraph: Miss Daisy Robinson of Uniontown, spent Monday in Greensburg. — [26, 1800, 239, 1827]
article-paragraph: E. R. Richardson of Canton, O., came to Homestead on Saturday of last week to see his parents of Twentieth street, and he found his father, Geo. V. Richardson, very sick with pneumonia. After a few days' stay, finding him much improved under the care of Dr. H. M. Hargrave, the visitor returned to his former city and friends. — [26, 516, 239, 628]
article-paragraph: Mr. S. E. Pamphrey of South Side, Pittsburgh, was here on Saturday on business. — [252, 749, 464, 776]
article-paragraph: The stork visited the home of Mr. and Mrs. Robert Bean last Tuesday and left them a fine boy. Mother and babe are doing well. — [702, 693, 914, 734]
article-body — [702, 93, 914, 1054]
parish-row: 1,312 ...... Baton Rouge, W. ...... 1,055 — [1152, 985, 1298, 995]
article-headline: MONESSEN, PA. — [275, 218, 440, 277]
article-paragraph: The editorial on "The First Universal Congress" in this month's issue of The Crisis, but also writes a splendid account of the meeting in the same issue. Says The Crisis on the object of the meeting: — [927, 185, 1139, 255]
article-paragraph: Mrs. Cassius Brooks entertained Wednesday evening in honor of her brother-in-law, Ellsworth Brooks of Pittsburg, and Mr. and Mrs. Wm. Danks of Sharon, and Mrs. H. Patterson and Mr. and Mrs. R. Butler of Youngstown, O. Music and sewing were the features of the evening, 500 being played. — [702, 1725, 914, 1823]
article-paragraph: Mrs. Turney and daughter of Detroit, Mich., are visiting Miss Blanche McPherson of Sixth street. — [477, 434, 689, 475]
phillips-phone: Phone 4628-J Hiland — [1216, 413, 1302, 424]
headline-rule — [489, 2090, 677, 2094]
column-4 — [696, 35, 921, 2011]
parish-row: 5,022 ...... Red River ...... 3,001 — [1152, 1180, 1272, 1190]
article-paragraph: Mrs. Clara Moody of Morado entertained a few friends at her home on Tuesday evening to a six o'clock dinner in honor of Miss C. E. Howard of Salem, O. — [702, 940, 914, 996]
article-body — [26, 966, 239, 1387]
article-paragraph: The Misses Dungees of College street, entertained a few friends last Thursday evening at their home. Those present were Mrs. Chas. Jackson, Mrs. Willie Williams, Misses Mabel Byrd, Edith Wheeler, Antoinette McGee, Sarah Dungee and Elsie Dungee. — [477, 845, 689, 943]
agents-list — [1152, 1971, 1365, 2576]
article-paragraph: Sunday evening. Rev. J. S. Smith being absent. — [252, 36, 464, 63]
parish-row: 1,932 ...... Carroll, E. ...... 427 — [1152, 1019, 1266, 1029]
article-paragraph: Next Sunday will be rally and class day at the A. M. E. church. All are cordially invited. — [477, 1705, 689, 1732]
agent-entry: Mrs. Lee Matthews, 709 6th ave., Beaver Falls, Pa. — [1152, 2399, 1360, 2410]
